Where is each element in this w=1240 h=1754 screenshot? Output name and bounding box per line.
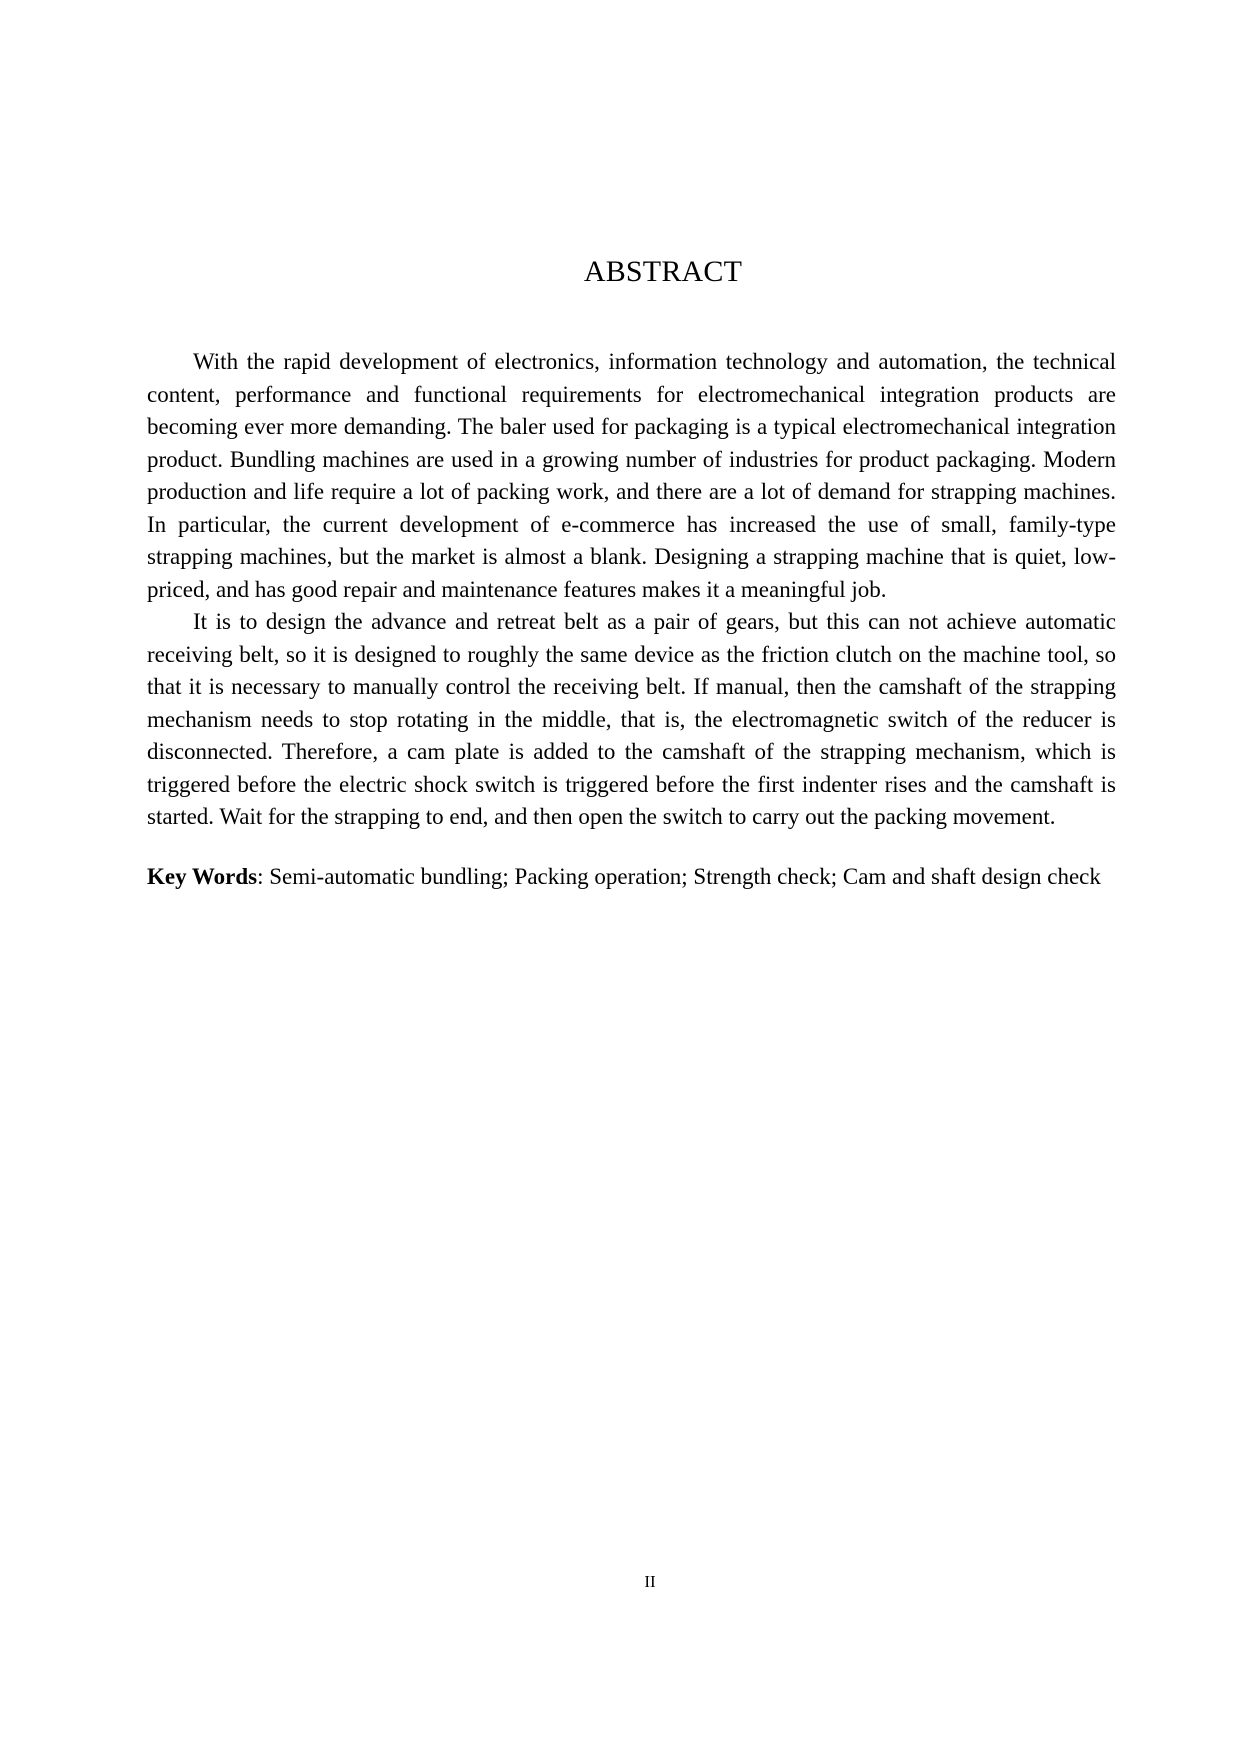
keywords-text: Semi-automatic bundling; Packing operation; Strength check; Cam and shaft design check xyxy=(269,863,1101,889)
abstract-title: ABSTRACT xyxy=(583,255,743,288)
abstract-paragraph-2: It is to design the advance and retreat belt as a pair of gears, but this can not achieve automatic receiving belt, so it is designed to roughly the same device as the friction clutch on the machine tool, so that it is necessary to manually control the receiving belt. If manual, then the camshaft of the strapping mechanism needs to stop rotating in the middle, that is, the electromagnetic switch of the reducer is disconnected. Therefore, a cam plate is added to the camshaft of the strapping mechanism, which is triggered before the electric shock switch is triggered before the first indenter rises and the camshaft is started. Wait for the strapping to end, and then open the switch to carry out the packing movement. xyxy=(147,609,1116,829)
abstract-body xyxy=(147,346,1116,893)
keywords-label: Key Words xyxy=(147,863,258,889)
page-number: II xyxy=(644,1572,656,1591)
keywords-separator: : xyxy=(257,863,270,889)
keywords-line xyxy=(147,861,1116,894)
abstract-paragraph-1: With the rapid development of electronics, information technology and automation, the technical content, performance and functional requirements for electromechanical integration products are becoming ever more demanding. The baler used for packaging is a typical electromechanical integration product. Bundling machines are used in a growing number of industries for product packaging. Modern production and life require a lot of packing work, and there are a lot of demand for strapping machines. In particular, the current development of e-commerce has increased the use of small, family-type strapping machines, but the market is almost a blank. Designing a strapping machine that is quiet, low-priced, and has good repair and maintenance features makes it a meaningful job. xyxy=(147,349,1116,602)
